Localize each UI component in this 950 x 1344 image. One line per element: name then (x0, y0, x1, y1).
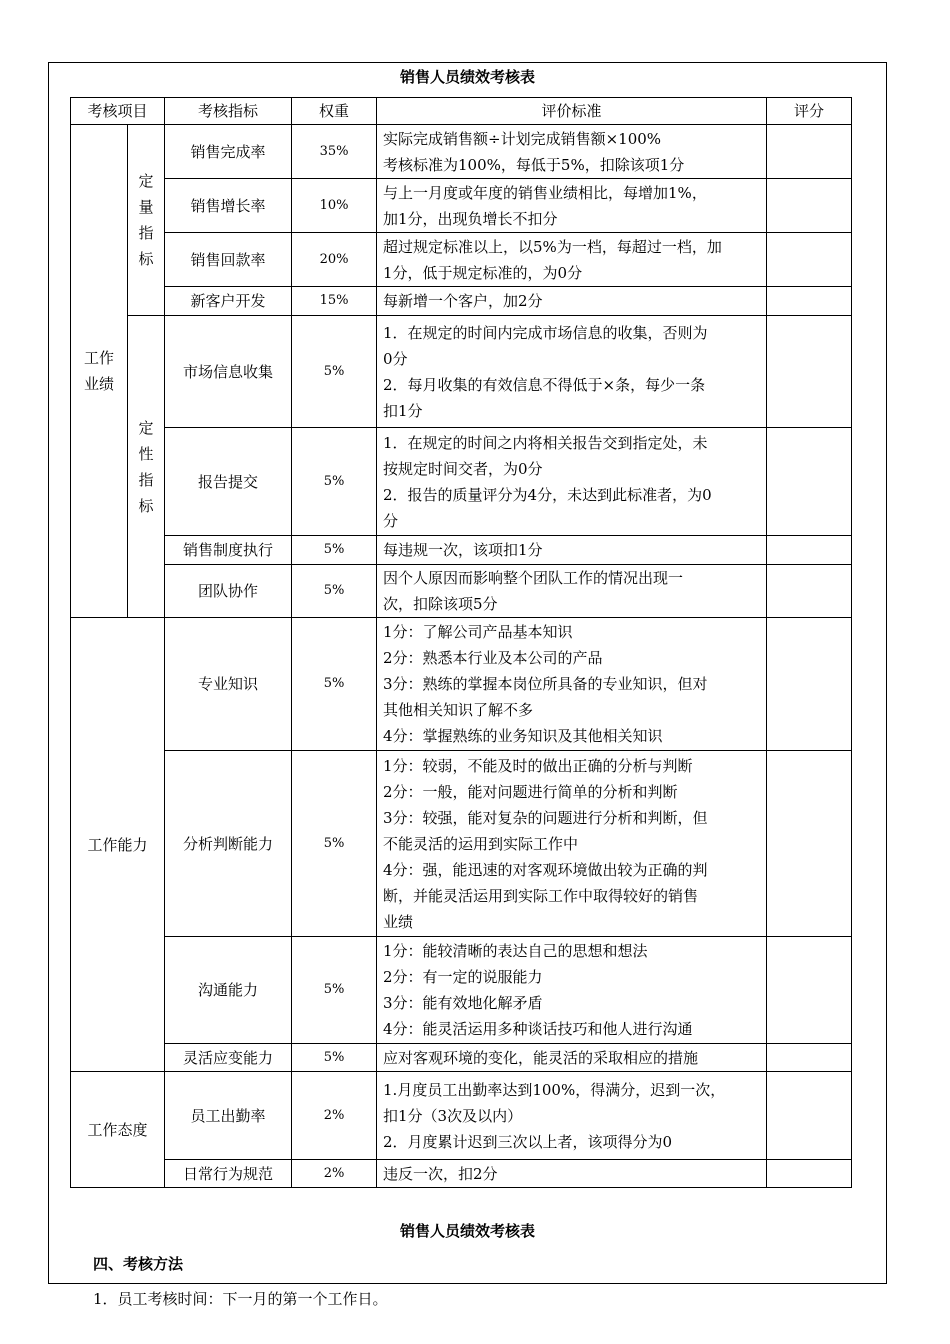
header-row (71, 98, 852, 125)
criteria-cell (377, 1044, 767, 1072)
indicator-cell: 销售完成率 (165, 125, 292, 179)
category-attitude: 工作态度 (71, 1072, 165, 1188)
criteria-cell (377, 751, 767, 937)
criteria-line: 考核标准为100%，每低于5%，扣除该项1分 (383, 155, 685, 174)
criteria-line: 4分：掌握熟练的业务知识及其他相关知识 (383, 727, 663, 745)
table-row (71, 565, 852, 618)
table-title: 销售人员绩效考核表 (399, 68, 535, 86)
category-performance: 工作 业绩 (71, 125, 128, 618)
weight-cell: 5% (292, 536, 377, 565)
weight-cell: 35% (292, 125, 377, 179)
indicator-cell: 沟通能力 (165, 937, 292, 1044)
header-item: 考核项目 (71, 98, 165, 125)
weight-cell: 5% (292, 316, 377, 428)
criteria-line: 2分：熟悉本行业及本公司的产品 (383, 649, 603, 667)
table-row (71, 1044, 852, 1072)
score-cell[interactable] (767, 233, 852, 287)
score-cell[interactable] (767, 1044, 852, 1072)
criteria-cell (377, 125, 767, 179)
criteria-line: 加1分，出现负增长不扣分 (383, 209, 558, 228)
criteria-line: 断，并能灵活运用到实际工作中取得较好的销售 (383, 886, 699, 905)
criteria-line: 1分：能较清晰的表达自己的思想和想法 (383, 942, 648, 960)
criteria-line: 2分：一般，能对问题进行简单的分析和判断 (383, 782, 678, 801)
criteria-line: 应对客观环境的变化，能灵活的采取相应的措施 (383, 1048, 699, 1067)
indicator-cell: 灵活应变能力 (165, 1044, 292, 1072)
subcategory-quantitative: 定 量 指 标 (128, 125, 165, 316)
criteria-line: 2分：有一定的说服能力 (383, 968, 543, 986)
weight-cell: 2% (292, 1160, 377, 1188)
header-indicator: 考核指标 (165, 98, 292, 125)
criteria-line: 3分：熟练的掌握本岗位所具备的专业知识，但对 (383, 675, 708, 693)
header-criteria: 评价标准 (377, 98, 767, 125)
category-ability: 工作能力 (71, 618, 165, 1072)
criteria-line: 2．月度累计迟到三次以上者，该项得分为0 (383, 1132, 673, 1151)
weight-cell: 5% (292, 618, 377, 751)
table-row (71, 1072, 852, 1160)
criteria-cell (377, 536, 767, 565)
section-heading: 四、考核方法 (93, 1255, 184, 1273)
score-cell[interactable] (767, 937, 852, 1044)
weight-cell: 5% (292, 428, 377, 536)
criteria-line: 1.月度员工出勤率达到100%，得满分，迟到一次， (383, 1080, 726, 1099)
criteria-cell (377, 565, 767, 618)
criteria-line: 0分 (383, 349, 408, 368)
weight-cell: 20% (292, 233, 377, 287)
table-row (71, 937, 852, 1044)
table-row (71, 287, 852, 316)
criteria-cell (377, 316, 767, 428)
criteria-line: 次，扣除该项5分 (383, 595, 498, 613)
score-cell[interactable] (767, 316, 852, 428)
score-cell[interactable] (767, 428, 852, 536)
table-row (71, 751, 852, 937)
table-row (71, 618, 852, 751)
weight-cell: 5% (292, 1044, 377, 1072)
indicator-cell: 销售增长率 (165, 179, 292, 233)
criteria-line: 1．在规定的时间之内将相关报告交到指定处，未 (383, 433, 708, 452)
indicator-cell: 团队协作 (165, 565, 292, 618)
criteria-cell (377, 179, 767, 233)
criteria-line: 按规定时间交者，为0分 (383, 459, 543, 478)
table-row (71, 1160, 852, 1188)
score-cell[interactable] (767, 179, 852, 233)
score-cell[interactable] (767, 536, 852, 565)
score-cell[interactable] (767, 1072, 852, 1160)
criteria-cell (377, 233, 767, 287)
table-row (71, 316, 852, 428)
criteria-line: 扣1分（3次及以内） (383, 1106, 523, 1125)
criteria-line: 与上一月度或年度的销售业绩相比，每增加1%， (383, 183, 707, 202)
header-score: 评分 (767, 98, 852, 125)
criteria-line: 每新增一个客户，加2分 (383, 292, 543, 310)
criteria-line: 实际完成销售额÷计划完成销售额×100% (383, 129, 662, 148)
weight-cell: 5% (292, 937, 377, 1044)
indicator-cell: 专业知识 (165, 618, 292, 751)
criteria-line: 不能灵活的运用到实际工作中 (383, 834, 579, 853)
indicator-cell: 员工出勤率 (165, 1072, 292, 1160)
score-cell[interactable] (767, 287, 852, 316)
criteria-cell (377, 618, 767, 751)
indicator-cell: 销售制度执行 (165, 536, 292, 565)
criteria-line: 1．在规定的时间内完成市场信息的收集，否则为 (383, 323, 708, 342)
criteria-line: 业绩 (383, 912, 414, 931)
table-row (71, 179, 852, 233)
performance-table (70, 97, 852, 1188)
weight-cell: 10% (292, 179, 377, 233)
criteria-line: 每违规一次，该项扣1分 (383, 541, 543, 559)
score-cell[interactable] (767, 751, 852, 937)
criteria-line: 4分：能灵活运用多种谈话技巧和他人进行沟通 (383, 1020, 693, 1038)
subcategory-qualitative: 定 性 指 标 (128, 316, 165, 618)
indicator-cell: 报告提交 (165, 428, 292, 536)
score-cell[interactable] (767, 565, 852, 618)
criteria-line: 分 (383, 511, 399, 530)
criteria-line: 因个人原因而影响整个团队工作的情况出现一 (383, 569, 684, 587)
criteria-line: 2．每月收集的有效信息不得低于×条，每少一条 (383, 375, 706, 394)
criteria-line: 3分：能有效地化解矛盾 (383, 994, 543, 1012)
criteria-line: 扣1分 (383, 401, 423, 420)
table-row (71, 233, 852, 287)
criteria-cell (377, 287, 767, 316)
criteria-line: 超过规定标准以上，以5%为一档，每超过一档，加 (383, 237, 722, 256)
weight-cell: 5% (292, 565, 377, 618)
criteria-line: 4分：强，能迅速的对客观环境做出较为正确的判 (383, 860, 708, 879)
criteria-line: 3分：较强，能对复杂的问题进行分析和判断，但 (383, 808, 708, 827)
criteria-line: 1分：较弱，不能及时的做出正确的分析与判断 (383, 756, 693, 775)
indicator-cell: 市场信息收集 (165, 316, 292, 428)
score-cell[interactable] (767, 618, 852, 751)
criteria-cell (377, 1160, 767, 1188)
weight-cell: 5% (292, 751, 377, 937)
indicator-cell: 日常行为规范 (165, 1160, 292, 1188)
criteria-cell (377, 428, 767, 536)
header-weight: 权重 (292, 98, 377, 125)
indicator-cell: 销售回款率 (165, 233, 292, 287)
table-row (71, 428, 852, 536)
weight-cell: 2% (292, 1072, 377, 1160)
method-item: 1．员工考核时间：下一月的第一个工作日。 (93, 1290, 388, 1308)
criteria-line: 2．报告的质量评分为4分，未达到此标准者，为0 (383, 485, 712, 504)
table-row (71, 536, 852, 565)
criteria-line: 其他相关知识了解不多 (383, 701, 534, 719)
footer-title: 销售人员绩效考核表 (399, 1222, 535, 1240)
criteria-cell (377, 1072, 767, 1160)
criteria-cell (377, 937, 767, 1044)
criteria-line: 1分，低于规定标准的，为0分 (383, 263, 583, 282)
criteria-line: 1分：了解公司产品基本知识 (383, 623, 573, 641)
indicator-cell: 分析判断能力 (165, 751, 292, 937)
indicator-cell: 新客户开发 (165, 287, 292, 316)
weight-cell: 15% (292, 287, 377, 316)
score-cell[interactable] (767, 1160, 852, 1188)
criteria-line: 违反一次，扣2分 (383, 1164, 498, 1183)
table-row (71, 125, 852, 179)
score-cell[interactable] (767, 125, 852, 179)
